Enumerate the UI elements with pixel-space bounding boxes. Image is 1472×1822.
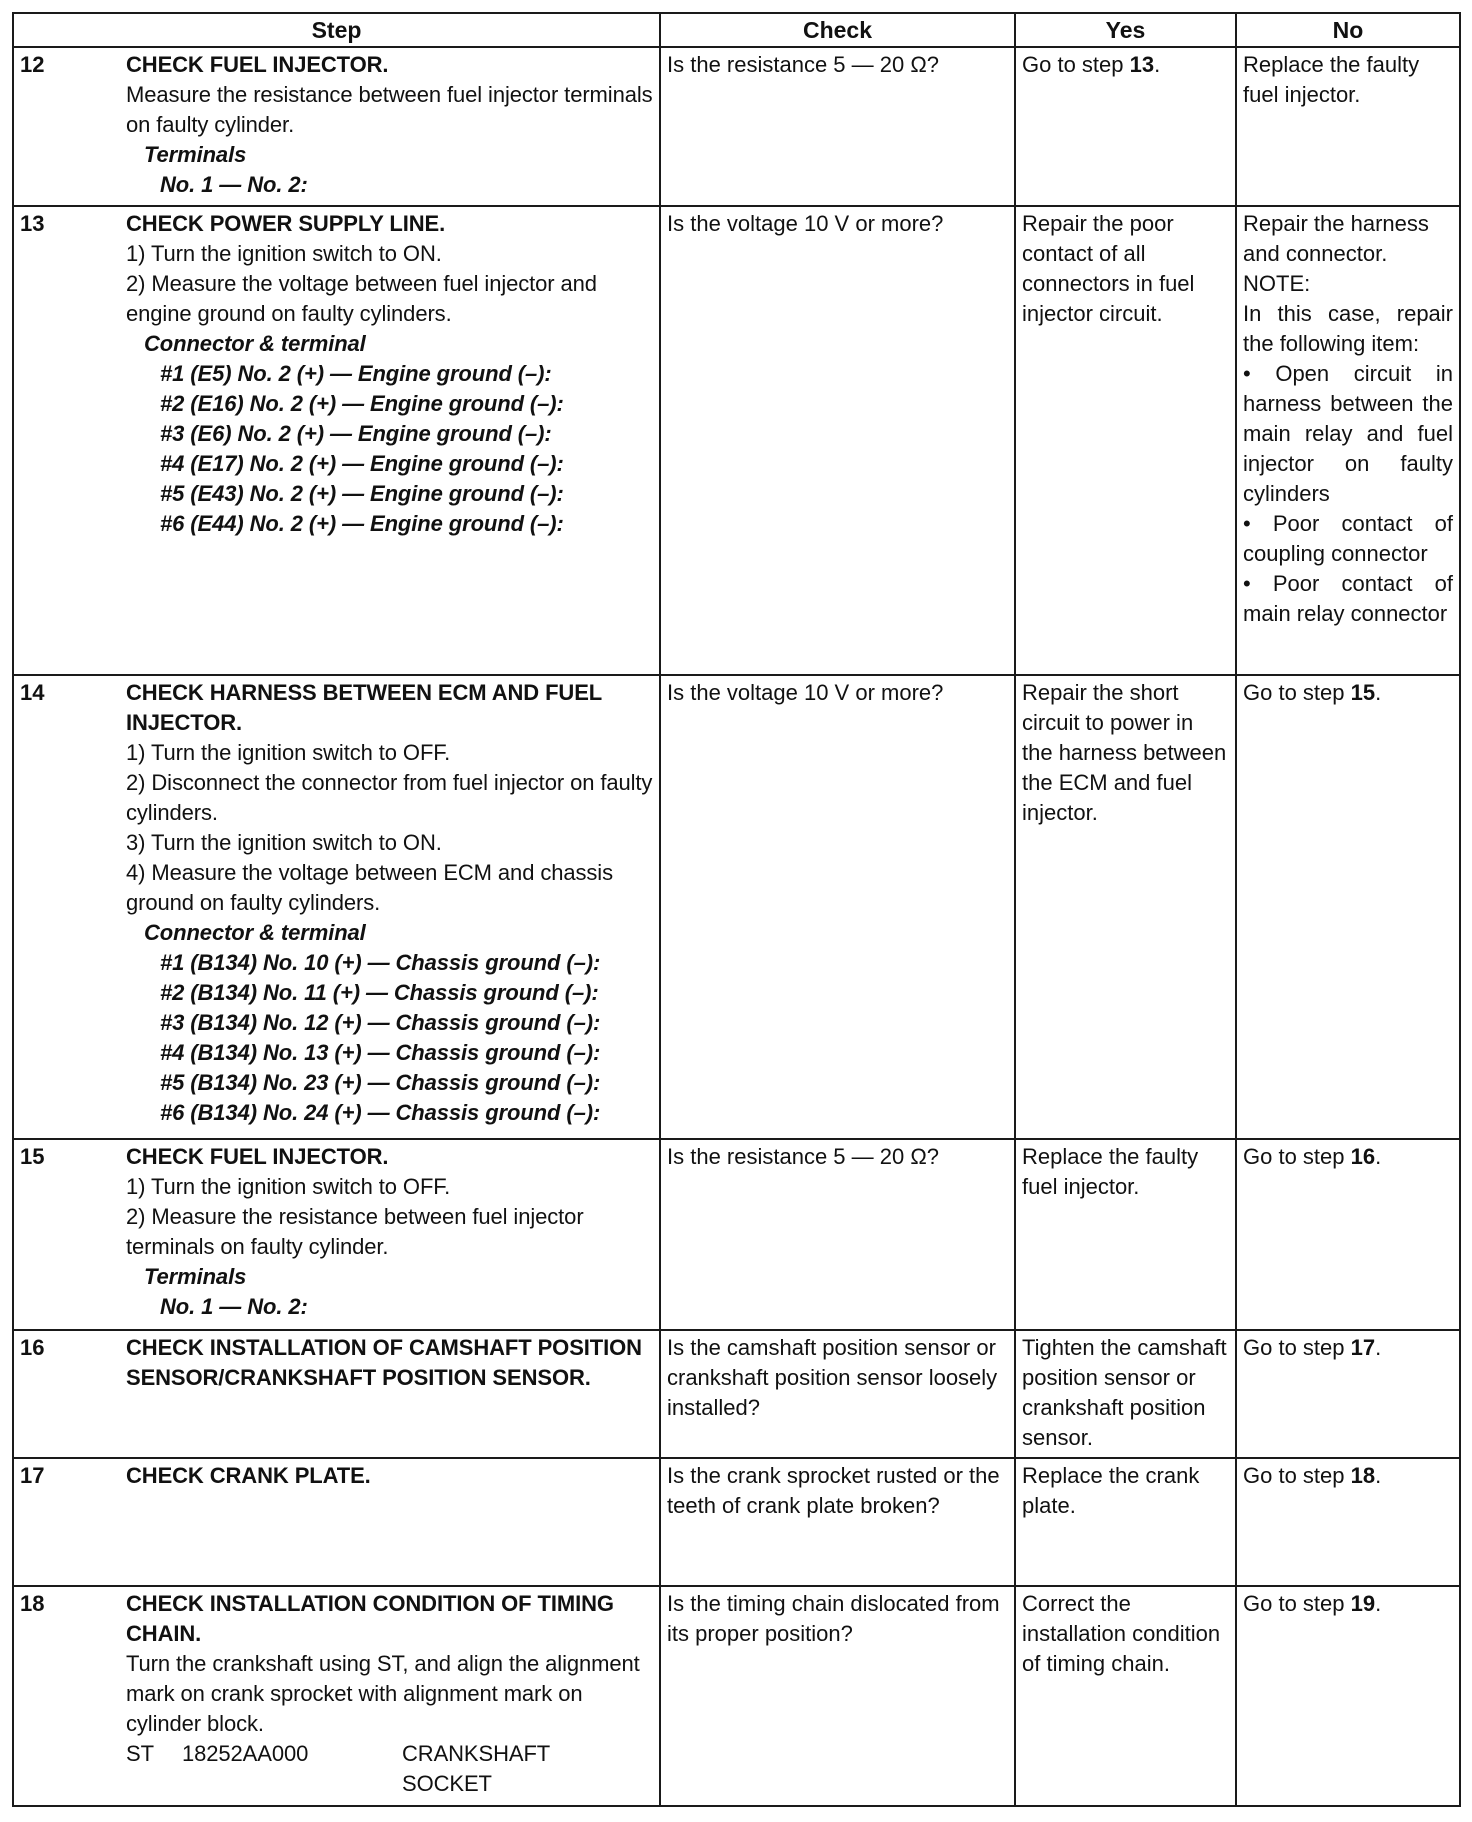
yes-action: Repair the short circuit to power in the harness between the ECM and fuel injector. xyxy=(1022,680,1227,825)
special-tool xyxy=(126,1739,657,1799)
step-instruction: 2) Measure the resistance between fuel injector terminals on faulty cylinder. xyxy=(126,1204,584,1259)
step-terminal-line: #4 (E17) No. 2 (+) — Engine ground (–): xyxy=(160,451,564,476)
step-terminal-line: #1 (E5) No. 2 (+) — Engine ground (–): xyxy=(160,361,552,386)
step-cell xyxy=(13,1330,660,1458)
tool-name: CRANKSHAFT SOCKET xyxy=(402,1741,550,1796)
yes-cell xyxy=(1015,1330,1236,1458)
yes-cell xyxy=(1015,206,1236,675)
yes-cell xyxy=(1015,675,1236,1139)
check-cell xyxy=(660,675,1015,1139)
no-end: . xyxy=(1375,1144,1382,1169)
no-end: . xyxy=(1375,680,1382,705)
check-question: Is the camshaft position sensor or crankshaft position sensor loosely installed? xyxy=(667,1335,998,1420)
table-row xyxy=(13,1586,1460,1806)
no-end: . xyxy=(1375,1335,1382,1360)
step-title: CHECK FUEL INJECTOR. xyxy=(126,52,389,77)
header-check: Check xyxy=(660,13,1015,47)
step-subheading: Connector & terminal xyxy=(144,920,366,945)
step-number: 18 xyxy=(20,1591,45,1616)
check-question: Is the voltage 10 V or more? xyxy=(667,680,944,705)
step-instruction: 1) Turn the ignition switch to OFF. xyxy=(126,1174,451,1199)
step-title: CHECK HARNESS BETWEEN ECM AND FUEL INJECTOR. xyxy=(126,680,602,735)
step-terminal-line: #6 (E44) No. 2 (+) — Engine ground (–): xyxy=(160,511,564,536)
step-instruction: 1) Turn the ignition switch to ON. xyxy=(126,241,442,266)
step-terminal-line: #3 (B134) No. 12 (+) — Chassis ground (–): xyxy=(160,1010,601,1035)
step-terminal-line: #2 (E16) No. 2 (+) — Engine ground (–): xyxy=(160,391,564,416)
step-cell xyxy=(13,1139,660,1330)
check-question: Is the crank sprocket rusted or the teeth of crank plate broken? xyxy=(667,1463,1000,1518)
no-action: Go to step xyxy=(1243,1463,1351,1488)
no-bullet: • Poor contact of main relay connector xyxy=(1243,571,1453,626)
no-action: Replace the faulty fuel injector. xyxy=(1243,52,1420,107)
no-note-label: NOTE: xyxy=(1243,271,1311,296)
yes-step-ref: 13 xyxy=(1129,52,1155,77)
yes-action: Go to step xyxy=(1022,52,1130,77)
step-terminal-line: No. 1 — No. 2: xyxy=(160,172,308,197)
step-cell xyxy=(13,1458,660,1586)
no-step-ref: 18 xyxy=(1350,1463,1376,1488)
no-action: Go to step xyxy=(1243,1144,1351,1169)
no-step-ref: 15 xyxy=(1350,680,1376,705)
step-instruction: 4) Measure the voltage between ECM and chassis ground on faulty cylinders. xyxy=(126,860,613,915)
no-cell xyxy=(1236,1330,1460,1458)
yes-cell xyxy=(1015,1586,1236,1806)
check-cell xyxy=(660,1586,1015,1806)
diagnostic-table xyxy=(12,12,1461,1807)
yes-action: Tighten the camshaft position sensor or crankshaft position sensor. xyxy=(1022,1335,1227,1450)
table-row xyxy=(13,1458,1460,1586)
yes-cell xyxy=(1015,47,1236,206)
step-cell xyxy=(13,675,660,1139)
no-note-body: In this case, repair the following item: xyxy=(1243,301,1453,356)
step-terminal-line: #3 (E6) No. 2 (+) — Engine ground (–): xyxy=(160,421,552,446)
yes-action: Replace the faulty fuel injector. xyxy=(1022,1144,1199,1199)
step-instruction: 3) Turn the ignition switch to ON. xyxy=(126,830,442,855)
header-no: No xyxy=(1236,13,1460,47)
step-title: CHECK CRANK PLATE. xyxy=(126,1463,371,1488)
table-row xyxy=(13,1330,1460,1458)
step-number: 12 xyxy=(20,52,45,77)
check-question: Is the voltage 10 V or more? xyxy=(667,211,944,236)
no-bullet: • Poor contact of coupling connector xyxy=(1243,511,1453,566)
no-end: . xyxy=(1375,1463,1382,1488)
step-instruction: 1) Turn the ignition switch to OFF. xyxy=(126,740,451,765)
yes-action: Repair the poor contact of all connectors in fuel injector circuit. xyxy=(1022,211,1195,326)
no-action: Go to step xyxy=(1243,1591,1351,1616)
check-cell xyxy=(660,47,1015,206)
step-subheading: Connector & terminal xyxy=(144,331,366,356)
step-number: 14 xyxy=(20,680,45,705)
step-cell xyxy=(13,206,660,675)
yes-cell xyxy=(1015,1458,1236,1586)
header-row xyxy=(13,13,1460,47)
step-subheading: Terminals xyxy=(144,142,247,167)
no-cell xyxy=(1236,206,1460,675)
step-terminal-line: #2 (B134) No. 11 (+) — Chassis ground (–): xyxy=(160,980,599,1005)
step-title: CHECK INSTALLATION CONDITION OF TIMING CHAIN. xyxy=(126,1591,614,1646)
no-cell xyxy=(1236,47,1460,206)
no-cell xyxy=(1236,1139,1460,1330)
tool-label: ST xyxy=(126,1741,154,1766)
check-cell xyxy=(660,1139,1015,1330)
step-title: CHECK INSTALLATION OF CAMSHAFT POSITION SENSOR/CRANKSHAFT POSITION SENSOR. xyxy=(126,1335,642,1390)
no-action: Go to step xyxy=(1243,1335,1351,1360)
step-terminal-line: No. 1 — No. 2: xyxy=(160,1294,308,1319)
step-title: CHECK FUEL INJECTOR. xyxy=(126,1144,389,1169)
no-cell xyxy=(1236,1586,1460,1806)
step-instruction: Measure the resistance between fuel injector terminals on faulty cylinder. xyxy=(126,82,653,137)
yes-action: Replace the crank plate. xyxy=(1022,1463,1200,1518)
tool-part-number: 18252AA000 xyxy=(182,1741,309,1766)
header-yes: Yes xyxy=(1015,13,1236,47)
step-number: 13 xyxy=(20,211,45,236)
step-instruction: 2) Disconnect the connector from fuel injector on faulty cylinders. xyxy=(126,770,653,825)
step-instruction: 2) Measure the voltage between fuel injector and engine ground on faulty cylinders. xyxy=(126,271,597,326)
step-terminal-line: #4 (B134) No. 13 (+) — Chassis ground (–): xyxy=(160,1040,601,1065)
step-cell xyxy=(13,1586,660,1806)
check-question: Is the resistance 5 — 20 Ω? xyxy=(667,1144,940,1169)
table-body xyxy=(13,47,1460,1806)
no-cell xyxy=(1236,1458,1460,1586)
step-instruction: Turn the crankshaft using ST, and align the alignment mark on crank sprocket with alignment mark on cylinder block. xyxy=(126,1651,640,1736)
yes-end: . xyxy=(1154,52,1161,77)
step-number: 15 xyxy=(20,1144,45,1169)
table-row xyxy=(13,675,1460,1139)
yes-cell xyxy=(1015,1139,1236,1330)
no-action: Repair the harness and connector. xyxy=(1243,211,1429,266)
check-question: Is the timing chain dislocated from its proper position? xyxy=(667,1591,1000,1646)
check-cell xyxy=(660,1458,1015,1586)
no-end: . xyxy=(1375,1591,1382,1616)
yes-action: Correct the installation condition of timing chain. xyxy=(1022,1591,1221,1676)
no-bullet: • Open circuit in harness between the main relay and fuel injector on faulty cylinders xyxy=(1243,361,1453,506)
no-step-ref: 17 xyxy=(1350,1335,1376,1360)
no-step-ref: 16 xyxy=(1350,1144,1376,1169)
step-terminal-line: #5 (E43) No. 2 (+) — Engine ground (–): xyxy=(160,481,564,506)
no-step-ref: 19 xyxy=(1350,1591,1376,1616)
check-question: Is the resistance 5 — 20 Ω? xyxy=(667,52,940,77)
step-title: CHECK POWER SUPPLY LINE. xyxy=(126,211,446,236)
step-cell xyxy=(13,47,660,206)
table-row xyxy=(13,1139,1460,1330)
step-terminal-line: #1 (B134) No. 10 (+) — Chassis ground (–): xyxy=(160,950,601,975)
step-terminal-line: #5 (B134) No. 23 (+) — Chassis ground (–): xyxy=(160,1070,601,1095)
table-row xyxy=(13,206,1460,675)
no-action: Go to step xyxy=(1243,680,1351,705)
step-subheading: Terminals xyxy=(144,1264,247,1289)
step-terminal-line: #6 (B134) No. 24 (+) — Chassis ground (–): xyxy=(160,1100,601,1125)
table-row xyxy=(13,47,1460,206)
header-step: Step xyxy=(13,13,660,47)
step-number: 17 xyxy=(20,1463,45,1488)
step-number: 16 xyxy=(20,1335,45,1360)
check-cell xyxy=(660,1330,1015,1458)
check-cell xyxy=(660,206,1015,675)
no-cell xyxy=(1236,675,1460,1139)
